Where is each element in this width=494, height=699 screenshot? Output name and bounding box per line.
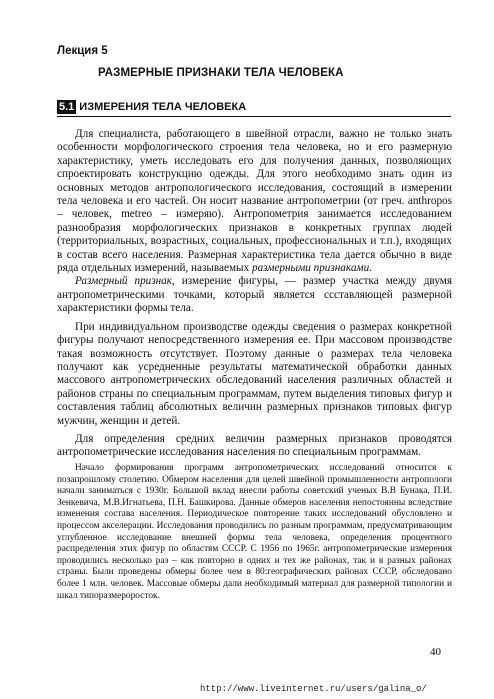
section-number: 5.1 (59, 101, 75, 113)
paragraph-3: При индивидуальном производстве одежды сведения о размерах конкретной фигуры получают непосредственного измерения ее. При массовом производстве такая возможность отсутствует. Поэтому данные о размерах тела человека получают как усредненные результаты математической обработки данных массового антропометрических обследований населения различных областей и районов страны по специальным программам, путем выделения типовых фигур и составления таблиц абсолютных величин размерных признаков типовых фигур мужчин, женщин и детей. (57, 320, 452, 427)
small-paragraph: Начало формирования программ антропометрических исследований относится к позапрошлому столетию. Обмером населения для целей швейной промышленности антропологи начали заниматься с 1930г. Большой вклад внесли работы советский ученых В.В Бунака, П.И. Зенкевича, М.В.Игнатьева, П.Н. Башкирова. Данные обмеров населения непостоянны вследствие изменения состава населения. Периодическое повторение таких исследований обусловлено и процессом акселерации. Исследования проводились по разным программам, предусматривающим углубленное исследование внешней формы тела человека, определения процентного распределения этих фигур по областям СССР. С 1956 по 1965г. антропометрические измерения проводились несколько раз – как повторно в одних и тех же районах, так и в разных районах страны. Были проведены обмеры более чем в 80:географических районах СССР, обследовано более 1 млн. человек. Массовые обмеры дали необходимый материал для размерной типологии и шкал типоразмероросток. (57, 463, 452, 601)
paragraph-1-text: Для специалиста, работающего в швейной отрасли, важно не только знать особенности морфологического строения тела человека, но и его размерную характеристику, уметь исследовать его для получения данных, позволяющих спроектировать конструкцию одежды. Для этого необходимо знать один из основных методов антропологического исследования, состоящий в измерении тела человека и его частей. Он носит название антропометрии (от греч. anthropos – человек, metreo – измеряю). Антропометрия занимается исследованием разнообразия морфологических признаков в конкретных группах людей (территориальных, возрастных, социальных, профессиональных и т.п.), входящих в состав всего населения. Размерная характеристика тела дается обычно в виде ряда отдельных измерений, называемых (57, 128, 452, 275)
paragraph-2-term: Размерный признак (75, 275, 173, 288)
lecture-heading: Лекция 5 (57, 45, 108, 57)
section-title: ИЗМЕРЕНИЯ ТЕЛА ЧЕЛОВЕКА (79, 101, 247, 113)
paragraph-4: Для определения средних величин размерных признаков проводятся антропометрические исследования населения по специальным программам. (57, 432, 452, 459)
chapter-title: РАЗМЕРНЫЕ ПРИЗНАКИ ТЕЛА ЧЕЛОВЕКА (98, 67, 344, 79)
paragraph-1 (57, 128, 452, 275)
small-print-note (57, 463, 452, 602)
paragraph-2-text: , измерение фигуры, — размер участка между двумя антропометрическими точками, который является ссставляющей размерной характеристики формы тела. (57, 275, 453, 315)
paragraph-2 (57, 275, 452, 315)
section-heading (57, 100, 451, 117)
main-text (57, 128, 452, 465)
page-number: 40 (430, 646, 441, 658)
paragraph-1-end: . (369, 262, 372, 275)
source-url: http://www.liveinternet.ru/users/galina_o/ (200, 684, 427, 694)
paragraph-1-term: размерными признаками (251, 262, 370, 275)
